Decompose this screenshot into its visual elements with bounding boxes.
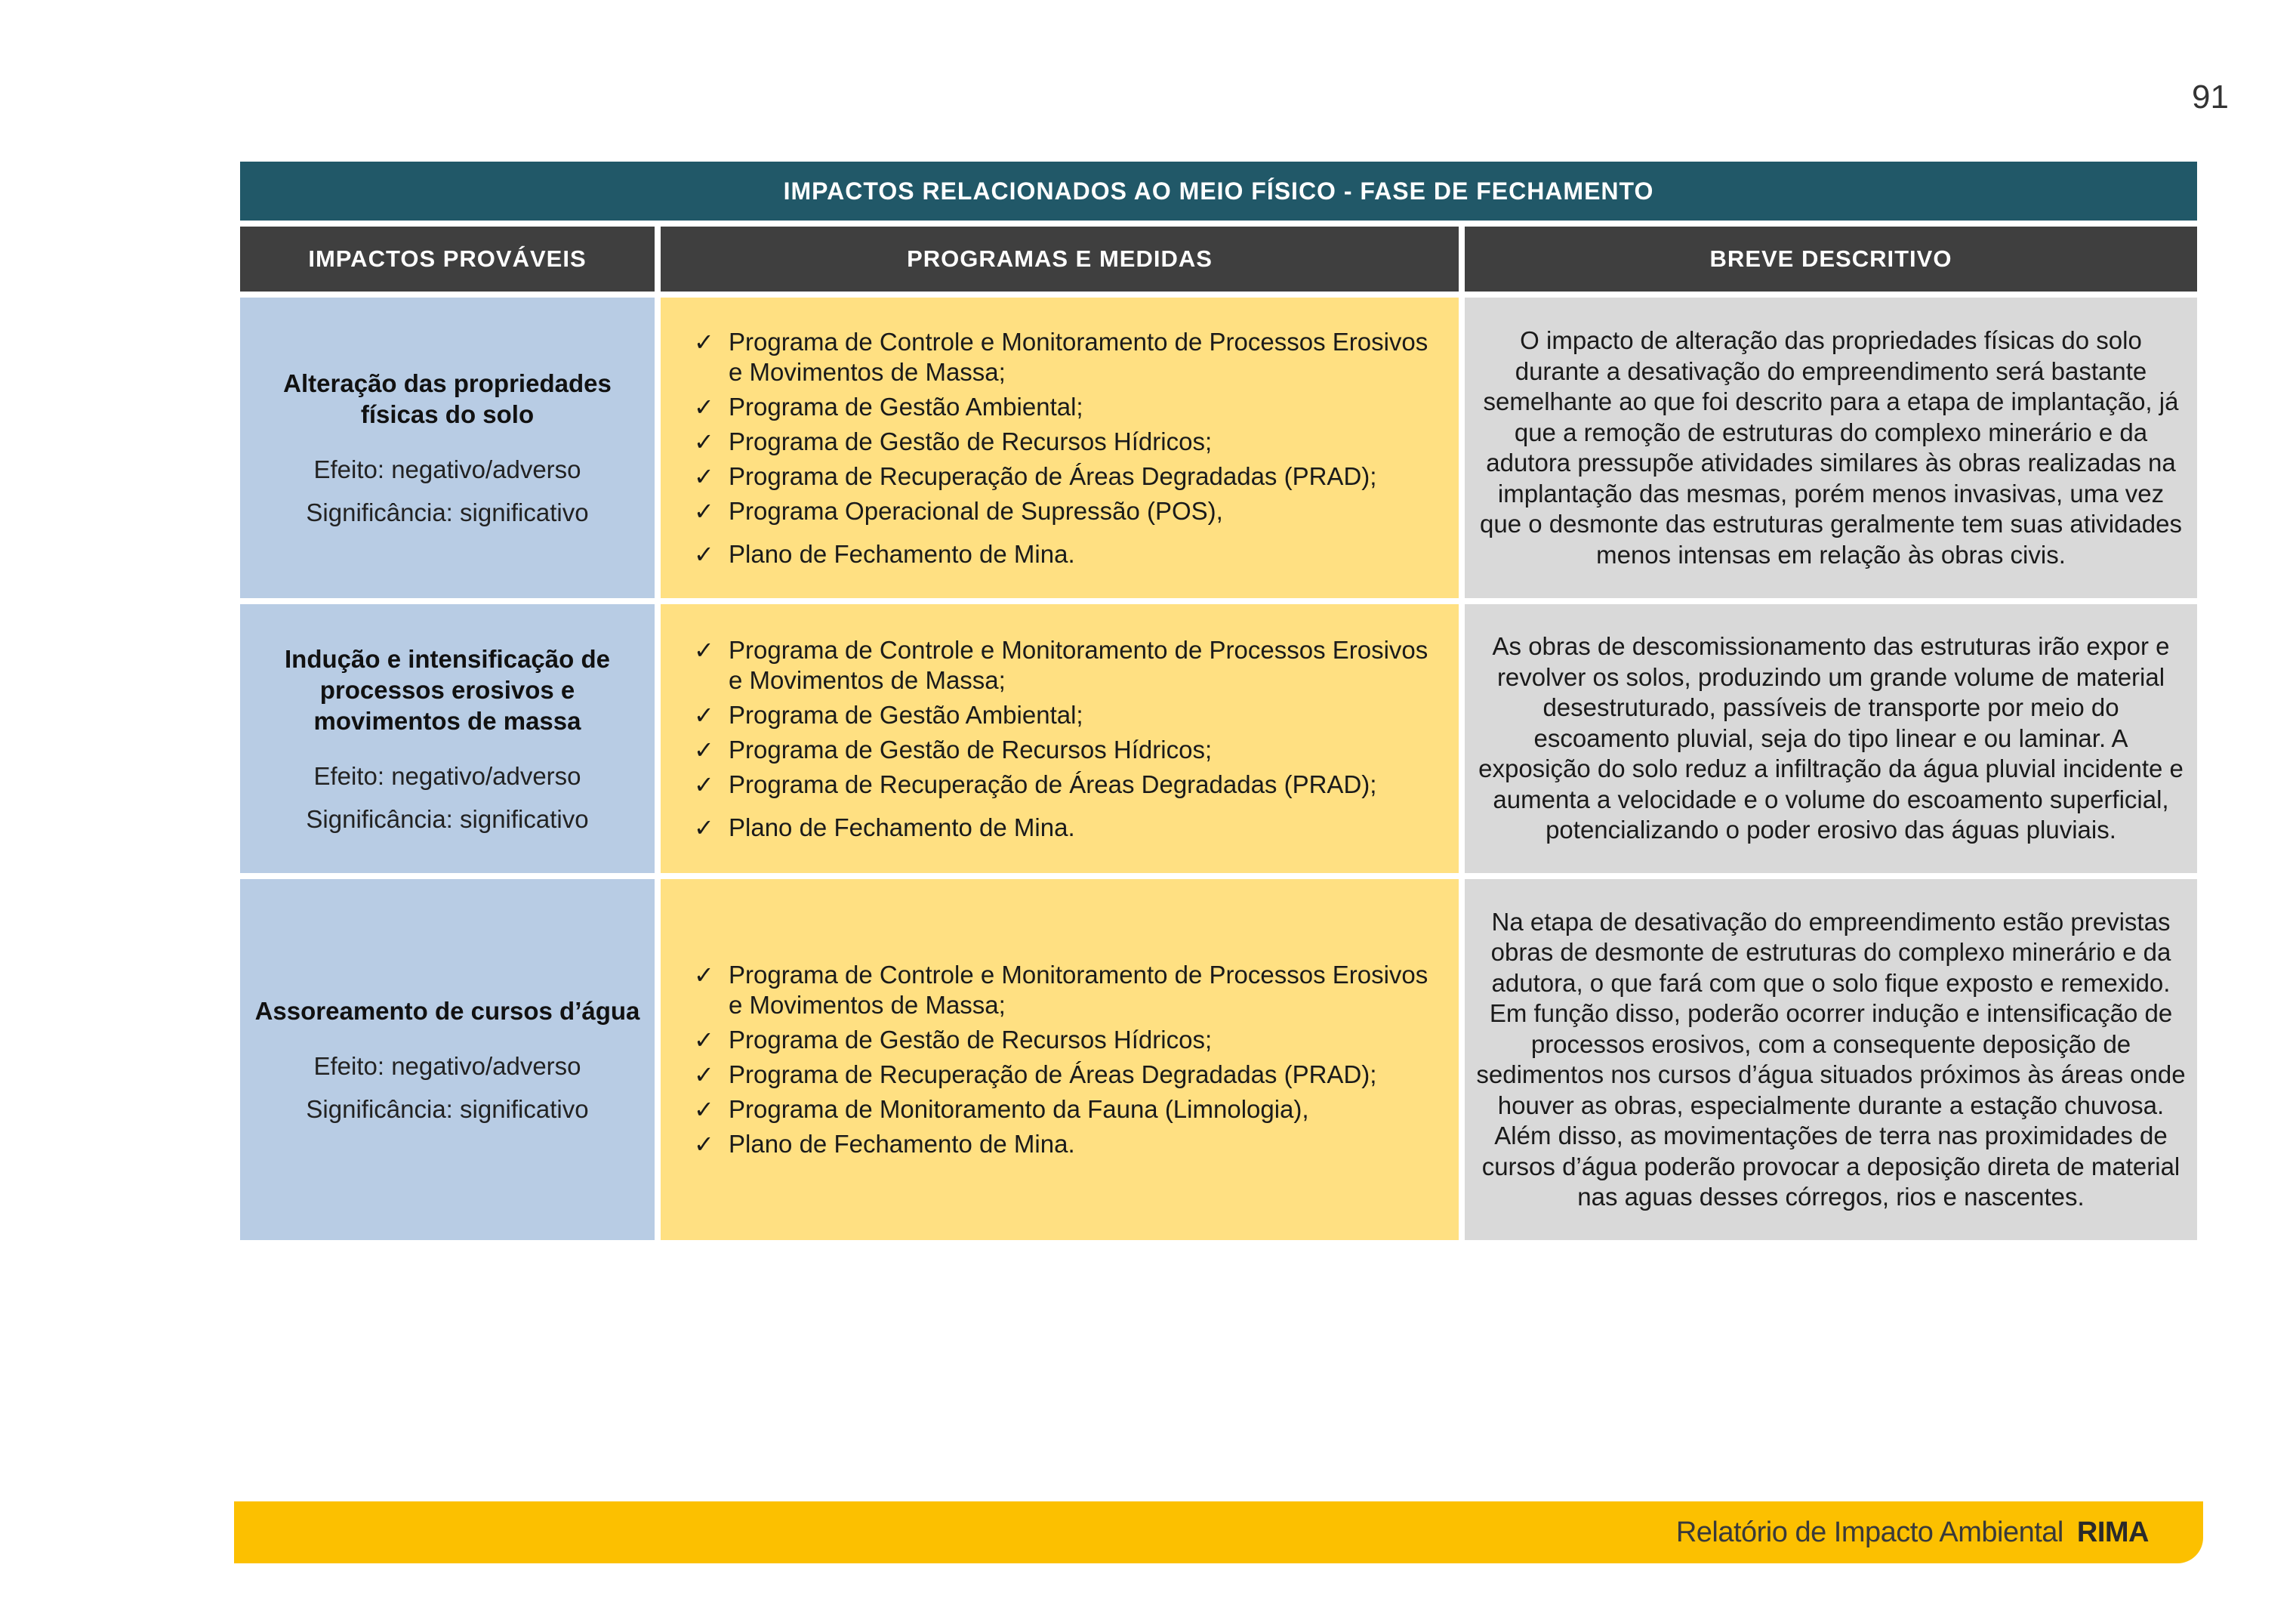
header-impacts: IMPACTOS PROVÁVEIS: [240, 227, 655, 292]
check-icon: ✓: [694, 813, 714, 841]
program-item: ✓ Programa de Recuperação de Áreas Degradadas (PRAD);: [694, 1060, 1377, 1088]
check-icon: ✓: [694, 770, 714, 798]
check-icon: ✓: [694, 1131, 714, 1158]
impact-effect: Efeito: negativo/adverso: [313, 455, 581, 483]
impact-name: Alteração das propriedades físicas do solo: [283, 369, 612, 428]
table-row: [240, 879, 2197, 1240]
check-icon: ✓: [694, 427, 714, 455]
check-icon: ✓: [694, 701, 714, 729]
header-programs: PROGRAMAS E MEDIDAS: [661, 227, 1459, 292]
program-item: ✓ Programa de Gestão de Recursos Hídricos;: [694, 735, 1213, 764]
program-item: ✓ Programa de Monitoramento da Fauna (Limnologia),: [694, 1095, 1309, 1123]
program-item: ✓ Plano de Fechamento de Mina.: [694, 539, 1075, 568]
program-item: ✓ Programa de Controle e Monitoramento de Processos Erosivos e Movimentos de Massa;: [694, 961, 1428, 1019]
header-description: BREVE DESCRITIVO: [1465, 227, 2197, 292]
footer-brand: RIMA: [2076, 1516, 2149, 1548]
programs-cell: [661, 298, 1459, 598]
programs-cell: [661, 879, 1459, 1240]
program-item: ✓ Programa de Gestão Ambiental;: [694, 700, 1083, 729]
impact-cell: [240, 604, 655, 873]
program-item: ✓ Programa Operacional de Supressão (POS),: [694, 496, 1223, 525]
impact-cell: [240, 879, 655, 1240]
check-icon: ✓: [694, 462, 714, 490]
check-icon: ✓: [694, 393, 714, 421]
description-cell: As obras de descomissionamento das estruturas irão expor e revolver os solos, produzindo um grande volume de material desestruturado, passíveis de transporte por meio do escoamento pluvial, seja do tipo linear e ou laminar. A exposição do solo reduz a infiltração da água pluvial incidente e aumenta a velocidade e o volume do escoamento superficial, potencializando o poder erosivo das águas pluviais.: [1465, 604, 2197, 873]
table-row: [240, 604, 2197, 873]
impact-effect: Efeito: negativo/adverso: [313, 1051, 581, 1080]
footer-report-name: Relatório de Impacto Ambiental: [1675, 1516, 2063, 1548]
impact-significance: Significância: significativo: [306, 498, 589, 526]
footer-title: [1676, 1501, 2149, 1563]
check-icon: ✓: [694, 540, 714, 568]
program-item: ✓ Plano de Fechamento de Mina.: [694, 813, 1075, 841]
footer-band: [234, 1501, 2203, 1563]
impact-cell: [240, 298, 655, 598]
program-item: ✓ Programa de Controle e Monitoramento de Processos Erosivos e Movimentos de Massa;: [694, 327, 1428, 386]
program-item: ✓ Programa de Gestão de Recursos Hídricos;: [694, 427, 1213, 455]
impacts-table: [240, 162, 2197, 1240]
impact-name: Indução e intensificação de processos erosivos e movimentos de massa: [285, 644, 610, 735]
impact-significance: Significância: significativo: [306, 804, 589, 833]
check-icon: ✓: [694, 497, 714, 525]
check-icon: ✓: [694, 636, 714, 664]
impact-name: Assoreamento de cursos d’água: [254, 996, 640, 1025]
impact-effect: Efeito: negativo/adverso: [313, 761, 581, 790]
check-icon: ✓: [694, 961, 714, 989]
program-item: ✓ Plano de Fechamento de Mina.: [694, 1130, 1075, 1158]
check-icon: ✓: [694, 1061, 714, 1088]
table-title: IMPACTOS RELACIONADOS AO MEIO FÍSICO - FASE DE FECHAMENTO: [240, 162, 2197, 221]
check-icon: ✓: [694, 328, 714, 356]
table-header-row: [240, 227, 2197, 292]
programs-cell: [661, 604, 1459, 873]
program-item: ✓ Programa de Gestão de Recursos Hídricos;: [694, 1026, 1213, 1054]
impact-significance: Significância: significativo: [306, 1094, 589, 1123]
description-cell: O impacto de alteração das propriedades físicas do solo durante a desativação do empreendimento será bastante semelhante ao que foi descrito para a etapa de implantação, já que a remoção de estruturas do complexo minerário e da adutora pressupõe atividades similares às obras realizadas na implantação das mesmas, porém menos invasivas, uma vez que o desmonte das estruturas geralmente tem suas atividades menos intensas em relação às obras civis.: [1465, 298, 2197, 598]
check-icon: ✓: [694, 736, 714, 764]
table-row: [240, 298, 2197, 598]
check-icon: ✓: [694, 1096, 714, 1123]
program-item: ✓ Programa de Controle e Monitoramento de Processos Erosivos e Movimentos de Massa;: [694, 635, 1428, 694]
check-icon: ✓: [694, 1026, 714, 1054]
description-cell: Na etapa de desativação do empreendimento estão previstas obras de desmonte de estruturas do complexo minerário e da adutora, o que fará com que o solo fique exposto e remexido. Em função disso, poderão ocorrer indução e intensificação de processos erosivos, com a consequente deposição de sedimentos nos cursos d’água situados próximos às áreas onde houver as obras, especialmente durante a estação chuvosa. Além disso, as movimentações de terra nas proximidades de cursos d’água poderão provocar a deposição direta de material nas aguas desses córregos, rios e nascentes.: [1465, 879, 2197, 1240]
program-item: ✓ Programa de Recuperação de Áreas Degradadas (PRAD);: [694, 461, 1377, 490]
program-item: ✓ Programa de Gestão Ambiental;: [694, 392, 1083, 421]
page-number: 91: [2192, 79, 2229, 116]
program-item: ✓ Programa de Recuperação de Áreas Degradadas (PRAD);: [694, 770, 1377, 798]
